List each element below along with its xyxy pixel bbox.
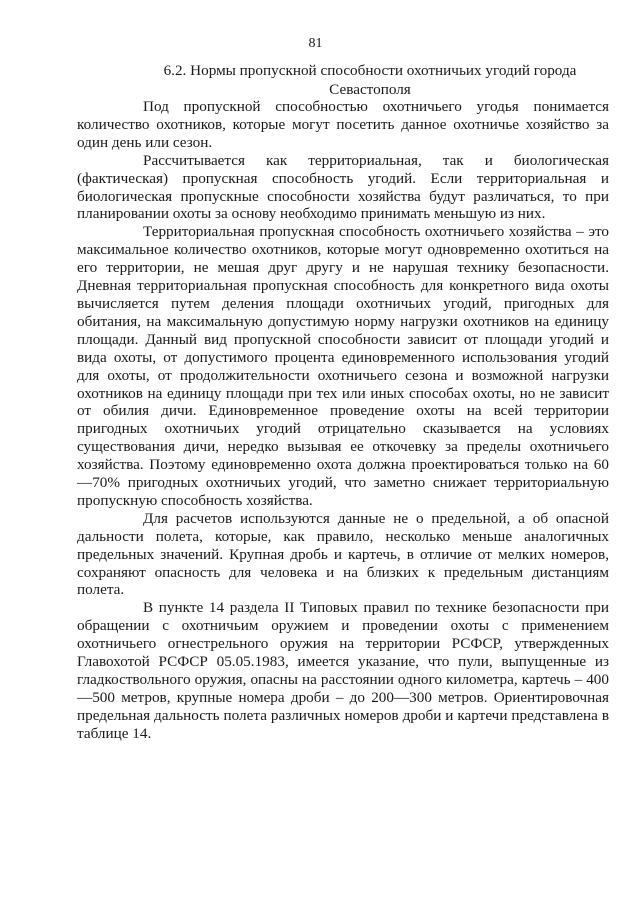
- paragraph: Территориальная пропускная способность охотничьего хозяйства – это максимальное количество охотников, которые могут одновременно охотиться на его территории, не мешая друг другу и не нарушая технику безопасности. Дневная территориальная пропускная способность для конкретного вида охоты вычисляется путем деления площади охотничьих угодий, пригодных для обитания, на максимальную допустимую норму нагрузки охотников на единицу площади. Данный вид пропускной способности зависит от площади угодий и вида охоты, от допустимого процента единовременного использования угодий для охоты, от продолжительности охотничьего сезона и возможной нагрузки охотников на единицу площади при тех или иных способах охоты, но не зависит от обилия дичи. Единовременное проведение охоты на всей территории пригодных охотничьих угодий отрицательно сказывается на условиях существования дичи, нередко вызывая ее откочевку за пределы охотничьего хозяйства. Поэтому единовременно охота должна проектироваться только на 60—70% пригодных охотничьих угодий, что заметно снижает территориальную пропускную способность хозяйства.: [77, 223, 609, 509]
- page-number: 81: [308, 36, 323, 51]
- body-text: [77, 98, 609, 743]
- section-heading: 6.2. Нормы пропускной способности охотничьих угодий города Севастополя: [163, 62, 577, 98]
- paragraph: Под пропускной способностью охотничьего угодья понимается количество охотников, которые могут посетить данное охотничье хозяйство за один день или сезон.: [77, 98, 609, 151]
- paragraph: В пункте 14 раздела II Типовых правил по технике безопасности при обращении с охотничьим оружием и проведении охоты с применением охотничьего огнестрельного оружия на территории РСФСР, утвержденных Главохотой РСФСР 05.05.1983, имеется указание, что пули, выпущенные из гладкоствольного оружия, опасны на расстоянии одного километра, картечь – 400—500 метров, крупные номера дроби – до 200—300 метров. Ориентировочная предельная дальность полета различных номеров дроби и картечи представлена в таблице 14.: [77, 599, 609, 742]
- paragraph: Рассчитывается как территориальная, так и биологическая (фактическая) пропускная способность угодий. Если территориальная и биологическая пропускные способности хозяйства будут различаться, то при планировании охоты за основу необходимо принимать меньшую из них.: [77, 151, 609, 223]
- paragraph: Для расчетов используются данные не о предельной, а об опасной дальности полета, которые, как правило, несколько меньше аналогичных предельных значений. Крупная дробь и картечь, в отличие от мелких номеров, сохраняют опасность для человека и на близких к предельным дистанциям полета.: [77, 509, 609, 599]
